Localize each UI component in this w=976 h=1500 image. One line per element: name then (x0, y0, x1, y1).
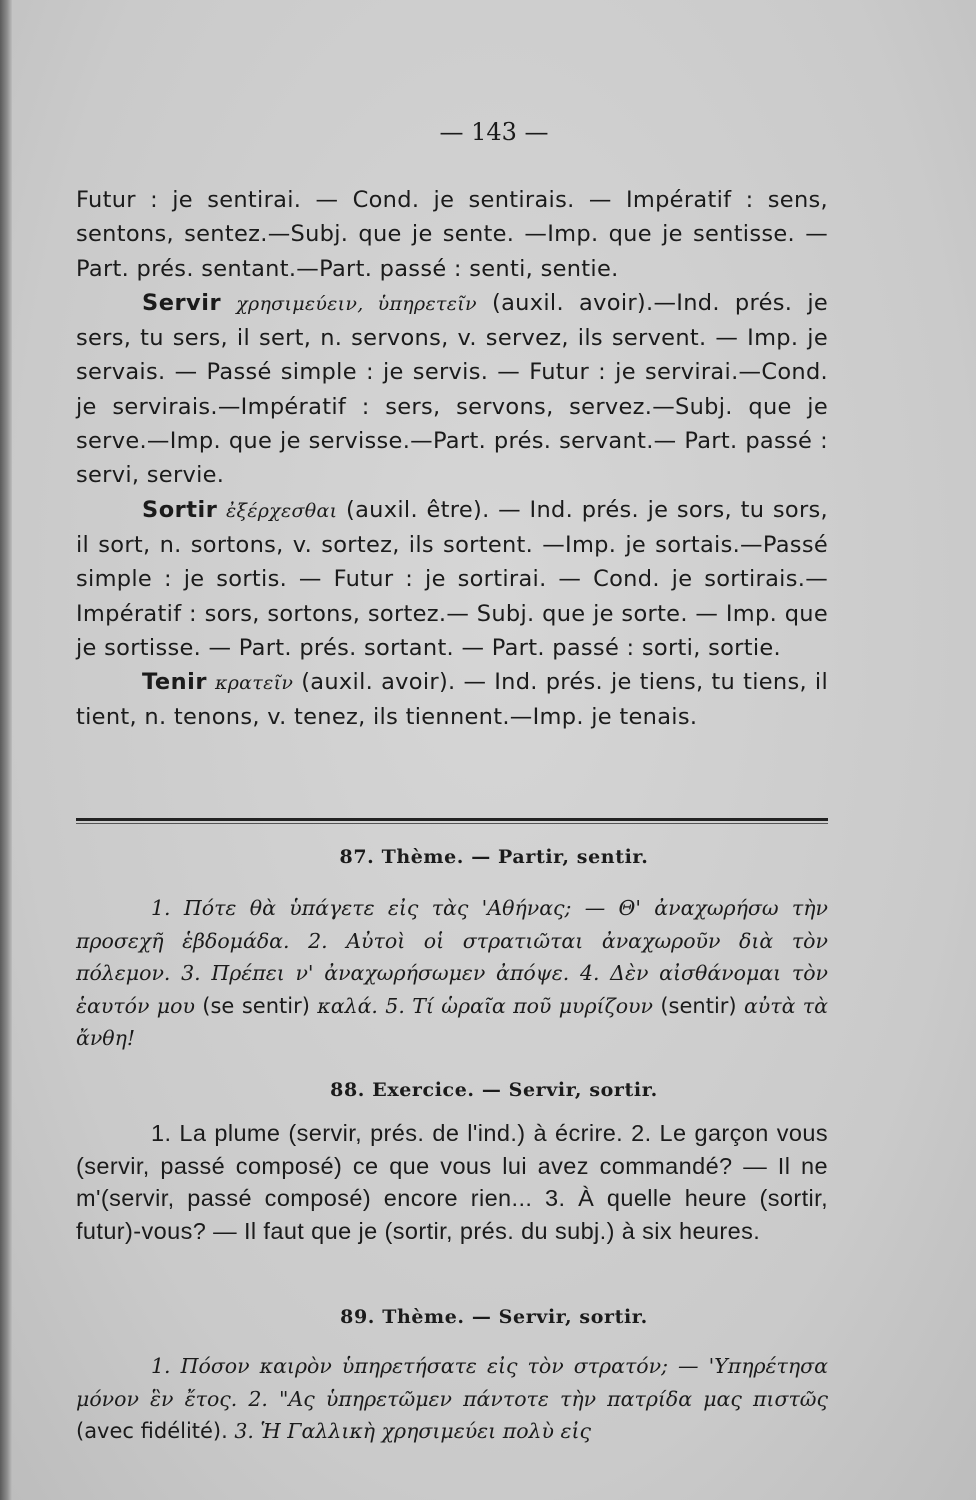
verb-heading: Servir (142, 289, 222, 316)
book-binding-edge (0, 0, 12, 1500)
conjugation-block (76, 183, 828, 735)
conjugation-text: (auxil. avoir).—Ind. prés. je sers, tu sers, il sert, n. servons, v. servez, ils servent. — Imp. je servais. — Passé simple : je servis. — Futur : je servirai.—Cond. je servirais.—Impératif : sers, servons, servez.—Subj. que je serve.—Imp. que je servisse.—Part. prés. servant.— Part. passé : servi, servie. (76, 289, 829, 489)
greek-translation: κρατεῖν (214, 672, 294, 695)
section-87-title: 87. Thème. — Partir, sentir. (339, 846, 649, 868)
section-89-title: 89. Thème. — Servir, sortir. (340, 1306, 648, 1328)
tenir-conjugation (76, 665, 828, 735)
conjugation-text: (auxil. avoir). — Ind. prés. je tiens, tu tiens, il tient, n. tenons, v. tenez, ils tiennent.—Imp. je tenais. (76, 669, 829, 731)
page-number: — 143 — (439, 118, 549, 146)
verb-heading: Sortir (142, 496, 218, 523)
section-divider-thin (76, 823, 828, 824)
sentir-conjugation: Futur : je sentirai. — Cond. je sentirais. — Impératif : sens, sentons, sentez.—Subj. que je sente. —Imp. que je sentisse. —Part. prés. sentant.—Part. passé : senti, sentie. (76, 187, 828, 282)
section-divider (76, 818, 828, 821)
greek-translation: ἐξέρχεσθαι (225, 499, 338, 522)
verb-heading: Tenir (142, 669, 207, 696)
section-88-text: 1. La plume (servir, prés. de l'ind.) à écrire. 2. Le garçon vous (servir, passé composé) ce que vous lui avez commandé? — Il ne m'(servir, passé composé) encore rien... 3. À quelle heure (sortir, futur)-vous? — Il faut que je (sortir, prés. du subj.) à six heures. (76, 1120, 828, 1244)
book-page (12, 0, 976, 1500)
greek-translation: χρησιμεύειν, ὑπηρετεῖν (236, 292, 477, 315)
section-89-text: 1. Πόσον καιρὸν ὑπηρετήσατε εἰς τὸν στρατόν; — 'Υπηρέτησα μόνον ἓν ἔτος. 2. "Ας ὑπηρετῶμεν πάντοτε τὴν πατρίδα μας πιστῶς (avec fidélité). 3. Ἡ Γαλλικὴ χρησιμεύει πολὺ εἰς (76, 1354, 828, 1443)
section-88-title: 88. Exercice. — Servir, sortir. (330, 1079, 658, 1101)
conjugation-text: (auxil. être). — Ind. prés. je sors, tu sors, il sort, n. sortons, v. sortez, ils sortent. —Imp. je sortais.—Passé simple : je sortis. — Futur : je sortirai. — Cond. je sortirais.—Impératif : sors, sortons, sortez.— Subj. que je sorte. — Imp. que je sortisse. — Part. prés. sortant. — Part. passé : sorti, sortie. (76, 496, 829, 661)
servir-conjugation (76, 286, 828, 493)
section-87-text: 1. Πότε θὰ ὑπάγετε εἰς τὰς 'Αθήνας; — Θ' ἀναχωρήσω τὴν προσεχῆ ἑβδομάδα. 2. Αὐτοὶ οἱ στρατιῶται ἀναχωροῦν διὰ τὸν πόλεμον. 3. Πρέπει ν' ἀναχωρήσωμεν ἀπόψε. 4. Δὲν αἰσθάνομαι τὸν ἑαυτόν μου (se sentir) καλά. 5. Τί ὡραῖα ποῦ μυρίζουν (sentir) αὐτὰ τὰ ἄνθη! (76, 896, 828, 1050)
sortir-conjugation (76, 493, 828, 665)
